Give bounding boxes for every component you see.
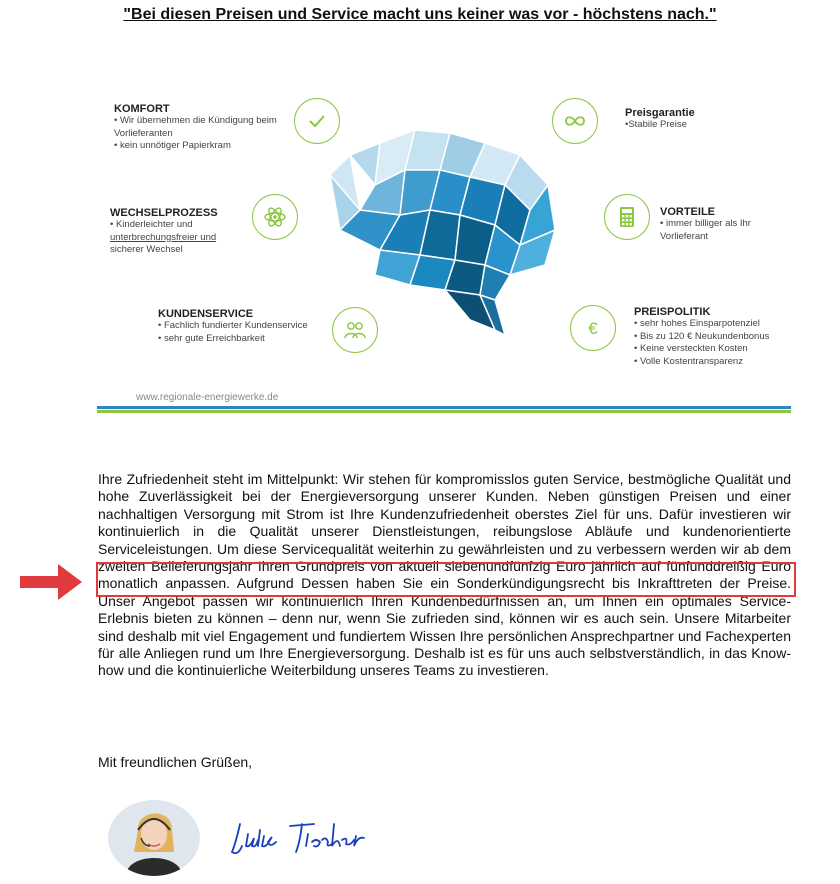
feature-line: • Kinderleichter und bbox=[110, 219, 193, 230]
greeting: Mit freundlichen Grüßen, bbox=[98, 754, 253, 770]
feature-title: PREISPOLITIK bbox=[634, 306, 711, 318]
feature-line: • sehr gute Erreichbarkeit bbox=[158, 332, 265, 344]
feature-preispolitik bbox=[634, 306, 794, 368]
body-paragraph: Ihre Zufriedenheit steht im Mittelpunkt: Wir stehen für kompromisslos guten Service, bestmögliche Qualität und hohe Zuverlässigkeit bei der Energieversorgung unserer Kunden. Neben günstigen Preisen und einer nachhaltigen Versorgung mit Strom ist Ihre Kundenzufriedenheit oberstes Ziel für uns. Dafür investieren wir kontinuierlich in die Qualität unserer Dienstleistungen, reibungslose Abläufe und kundenorientierte Serviceleistungen. Um diese Servicequalität weiterhin zu gewährleisten und zu verbessern werden wir ab dem zweiten Belieferungsjahr Ihren Grundpreis von aktuell siebenundfünfzig Euro jährlich auf fünfunddreißig Euro monatlich anpassen. Aufgrund Dessen haben Sie ein Sonderkündigungsrecht bis Inkrafttreten der Preise. Unser Angebot passen wir kontinuierlich Ihren Kundenbedürfnissen an, um Ihnen ein optimales Service-Erlebnis bieten zu können – denn nur, wenn Sie zufrieden sind, können wir es auch sein. Unsere Mitarbeiter sind deshalb mit viel Engagement und fundiertem Wissen Ihre persönlichen Ansprechpartner und Fachexperten für alle Anliegen rund um Ihre Energieversorgung. Deshalb ist es für uns auch selbstverständlich, in das Know-how und die kontinuierliche Weiterbildung unseres Teams zu investieren. bbox=[98, 471, 791, 679]
people-icon bbox=[332, 307, 378, 353]
feature-line: • Volle Kostentransparenz bbox=[634, 355, 743, 367]
feature-title: KOMFORT bbox=[114, 103, 170, 115]
feature-line: •Stabile Preise bbox=[625, 119, 687, 130]
feature-line: • Fachlich fundierter Kundenservice bbox=[158, 320, 308, 331]
avatar bbox=[108, 800, 200, 876]
calculator-icon bbox=[604, 194, 650, 240]
feature-wechselprozess bbox=[110, 207, 250, 257]
feature-vorteile bbox=[660, 206, 790, 243]
divider-blue bbox=[97, 406, 791, 409]
feature-line bbox=[110, 232, 250, 245]
svg-text:€: € bbox=[588, 319, 598, 338]
signature bbox=[230, 812, 370, 862]
divider-green bbox=[97, 410, 791, 413]
feature-preisgarantie bbox=[625, 107, 785, 132]
feature-line: • Bis zu 120 € Neukundenbonus bbox=[634, 330, 770, 342]
feature-line: • Keine versteckten Kosten bbox=[634, 343, 748, 354]
euro-icon bbox=[570, 305, 616, 351]
infinity-icon bbox=[552, 98, 598, 144]
feature-kundenservice bbox=[158, 308, 328, 345]
feature-line: • sehr hohes Einsparpotenziel bbox=[634, 318, 760, 329]
website-url: www.regionale-energiewerke.de bbox=[136, 392, 279, 403]
feature-line: • immer billiger als Ihr bbox=[660, 218, 751, 229]
feature-line: Vorlieferant bbox=[660, 230, 709, 242]
headline: "Bei diesen Preisen und Service macht uns keiner was vor - höchstens nach." bbox=[123, 6, 717, 23]
feature-line: • Wir übernehmen die Kündigung beim bbox=[114, 115, 277, 126]
arrow-right-icon bbox=[20, 562, 84, 602]
feature-komfort bbox=[114, 103, 289, 153]
feature-line: sicherer Wechsel bbox=[110, 244, 183, 255]
infographic bbox=[0, 0, 840, 420]
feature-title: Preisgarantie bbox=[625, 107, 695, 119]
feature-line-underlined: unterbrechungsfreier und bbox=[110, 231, 217, 243]
feature-line: • kein unnötiger Papierkram bbox=[114, 140, 231, 151]
atom-icon bbox=[252, 194, 298, 240]
feature-line: Vorlieferanten bbox=[114, 127, 173, 139]
checkmark-icon bbox=[294, 98, 340, 144]
highlight-box bbox=[96, 562, 796, 597]
feature-title: VORTEILE bbox=[660, 206, 716, 218]
feature-title: KUNDENSERVICE bbox=[158, 308, 254, 320]
feature-title: WECHSELPROZESS bbox=[110, 207, 218, 219]
